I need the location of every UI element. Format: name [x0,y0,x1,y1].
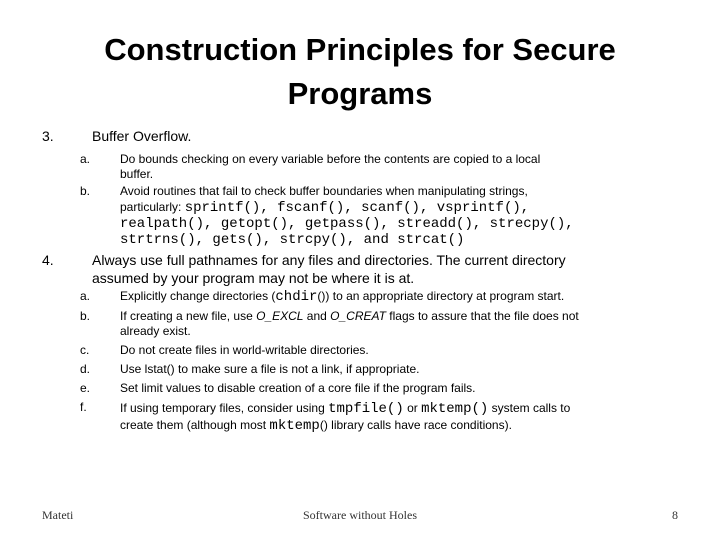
footer-title: Software without Holes [303,508,417,522]
item-4a-pre: Explicitly change directories ( [120,289,276,303]
item-4a-code: chdir [275,289,318,305]
slide-title [0,28,720,116]
item-4f-post: system calls to [488,401,571,415]
page-number: 8 [672,508,678,522]
item-3a [80,152,680,182]
item-4f-pre: If using temporary files, consider using [120,401,329,415]
item-3b-funcs-2: realpath(), getopt(), getpass(), streadd(), strecpy(), [120,216,574,232]
item-4-heading-line-2: assumed by your program may not be where it is at. [92,270,415,286]
item-3b-particularly: particularly: [120,200,182,214]
item-3b-line-2 [120,199,680,216]
item-4c-label: c. [80,343,90,357]
item-3b [80,184,680,246]
title-line-1: Construction Principles for Secure [104,32,616,67]
item-4b-line-2: already exist. [120,324,191,338]
item-4f-code-tmpfile: tmpfile() [328,401,404,417]
item-4f-line-1 [120,400,680,417]
item-3b-funcs-1: sprintf(), fscanf(), scanf(), vsprintf(), [184,200,530,216]
item-4f-text [120,400,680,434]
item-4-number: 4. [42,252,54,268]
footer-author: Mateti [42,508,74,522]
item-4f [80,400,680,434]
item-4e-text: Set limit values to disable creation of a core file if the program fails. [120,381,476,395]
item-4e-label: e. [80,381,91,395]
item-4a-text [120,289,680,305]
item-4e [80,381,680,397]
item-4d [80,362,680,378]
item-4b-label: b. [80,309,91,323]
item-4f-code-mktemp-2: mktemp [269,418,320,434]
item-4d-label: d. [80,362,91,376]
title-line-2: Programs [287,76,433,111]
item-4f-line-2 [120,417,680,434]
item-4b-post: flags to assure that the file does not [385,309,579,323]
item-4f-or: or [403,401,422,415]
item-3a-line-2: buffer. [120,167,154,181]
item-4f-label: f. [80,400,87,414]
item-4b [80,309,680,339]
item-3a-label: a. [80,152,91,166]
item-4-heading [92,251,692,287]
item-4c-text: Do not create files in world-writable directories. [120,343,369,357]
item-3b-funcs-3: strtrns(), gets(), strcpy(), and strcat() [120,232,465,248]
item-4d-text: Use lstat() to make sure a file is not a link, if appropriate. [120,362,420,376]
item-4b-flag-excl: O_EXCL [256,309,304,323]
item-3b-text [120,184,680,248]
item-4b-text [120,309,680,339]
item-4b-flag-creat: O_CREAT [330,309,386,323]
item-4a-label: a. [80,289,91,303]
item-4-heading-line-1: Always use full pathnames for any files and directories. The current directory [92,252,566,268]
item-3b-label: b. [80,184,91,198]
item-4a [80,289,680,305]
item-4b-mid: and [303,309,331,323]
item-3a-text [120,152,680,182]
item-3a-line-1: Do bounds checking on every variable before the contents are copied to a local [120,152,541,166]
item-4c [80,343,680,359]
item-3b-line-1: Avoid routines that fail to check buffer boundaries when manipulating strings, [120,184,528,198]
item-3-number: 3. [42,128,54,144]
item-4f-line-2-post: () library calls have race conditions). [319,418,512,432]
item-4f-code-mktemp: mktemp() [421,401,489,417]
item-4f-line-2-pre: create them (although most [120,418,270,432]
item-4a-post: ()) to an appropriate directory at program start. [317,289,565,303]
item-4b-pre: If creating a new file, use [120,309,257,323]
item-3-heading: Buffer Overflow. [92,128,192,144]
item-4b-line-1 [120,309,680,324]
